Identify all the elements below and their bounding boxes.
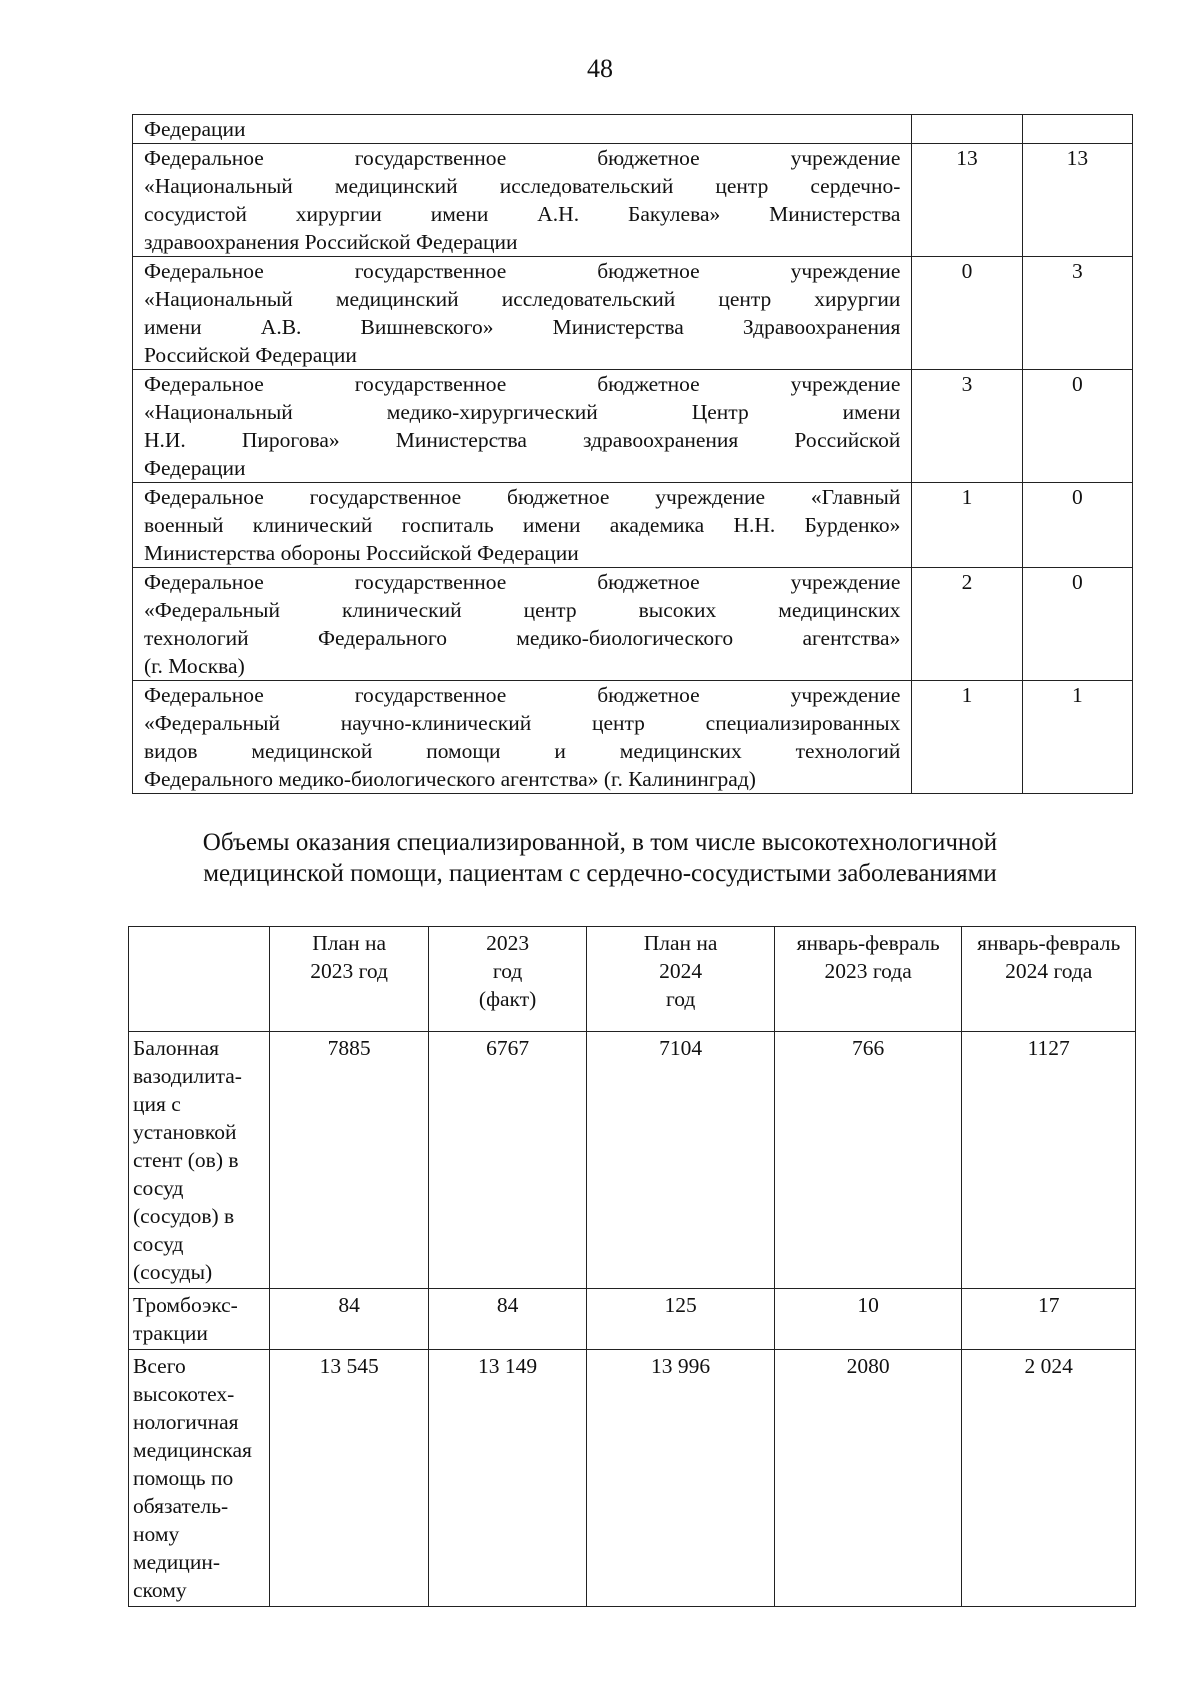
value-cell: 84: [428, 1289, 586, 1350]
institution-name-cell: [133, 483, 912, 568]
value-cell: 84: [270, 1289, 428, 1350]
row-label-line: Всего: [133, 1354, 186, 1378]
row-label-line: (сосуды): [133, 1260, 213, 1284]
institution-name-line: «Федеральный научно-клинический центр специализированных: [144, 711, 901, 735]
institution-name-line: Федеральное государственное бюджетное учреждение: [144, 683, 901, 707]
institution-name-line: Н.И. Пирогова» Министерства здравоохранения Российской: [144, 428, 901, 452]
table-row: [133, 144, 1133, 257]
count-cell-v2: 13: [1022, 144, 1132, 257]
value-cell: 7104: [587, 1032, 775, 1289]
header-line: (факт): [478, 987, 537, 1011]
institution-name-cell: [133, 681, 912, 794]
value-cell: 13 545: [270, 1350, 428, 1607]
header-line: 2023 года: [824, 959, 912, 983]
institution-name-line: Федерации: [144, 456, 246, 480]
row-label-line: помощь по: [133, 1466, 234, 1490]
institution-name-line: «Национальный медицинский исследовательский центр хирургии: [144, 287, 901, 311]
institution-name-line: военный клинический госпиталь имени академика Н.Н. Бурденко»: [144, 513, 901, 537]
table-caption: [130, 827, 1070, 889]
header-row: [129, 927, 1136, 1032]
institution-name-line: «Национальный медико-хирургический Центр имени: [144, 400, 901, 424]
institution-name-line: имени А.В. Вишневского» Министерства Здравоохранения: [144, 315, 901, 339]
row-label-line: установкой: [133, 1120, 237, 1144]
count-cell-v2: [1022, 115, 1132, 144]
header-jan-feb-2024: [962, 927, 1136, 1032]
row-label-line: медицинская: [133, 1438, 252, 1462]
value-cell: 13 149: [428, 1350, 586, 1607]
row-label-line: высокотех-: [133, 1382, 235, 1406]
caption-line: медицинской помощи, пациентам с сердечно-сосудистыми заболеваниями: [203, 860, 997, 887]
institution-name-line: здравоохранения Российской Федерации: [144, 230, 518, 254]
row-label-line: тракции: [133, 1321, 208, 1345]
institution-name-line: «Национальный медицинский исследовательский центр сердечно-: [144, 174, 901, 198]
cardio-volumes-table: [128, 926, 1136, 1607]
row-label-line: ному: [133, 1522, 180, 1546]
header-line: План на: [643, 931, 718, 955]
row-label-line: ция с: [133, 1092, 181, 1116]
row-label-line: стент (ов) в: [133, 1148, 239, 1172]
institution-name-cell: [133, 568, 912, 681]
header-line: январь-февраль: [796, 931, 940, 955]
value-cell: 2080: [774, 1350, 962, 1607]
header-fact-2023: [428, 927, 586, 1032]
value-cell: 125: [587, 1289, 775, 1350]
table-row: [129, 1350, 1136, 1607]
count-cell-v1: 13: [912, 144, 1022, 257]
value-cell: 10: [774, 1289, 962, 1350]
institution-name-cell: [133, 370, 912, 483]
institution-name-line: (г. Москва): [144, 654, 245, 678]
value-cell: 2 024: [962, 1350, 1136, 1607]
institution-name-line: Министерства обороны Российской Федерации: [144, 541, 579, 565]
institution-name-line: Федеральное государственное бюджетное учреждение: [144, 259, 901, 283]
row-label-line: нологичная: [133, 1410, 239, 1434]
institution-name-line: видов медицинской помощи и медицинских технологий: [144, 739, 901, 763]
count-cell-v2: 3: [1022, 257, 1132, 370]
row-label-line: Балонная: [133, 1036, 219, 1060]
count-cell-v2: 0: [1022, 370, 1132, 483]
header-plan-2023: [270, 927, 428, 1032]
value-cell: 7885: [270, 1032, 428, 1289]
row-label-cell: [129, 1350, 270, 1607]
row-label-line: Тромбоэкс-: [133, 1293, 238, 1317]
value-cell: 1127: [962, 1032, 1136, 1289]
header-line: 2023 год: [310, 959, 388, 983]
table-row: [129, 1289, 1136, 1350]
institution-name-cell: [133, 144, 912, 257]
count-cell-v1: 0: [912, 257, 1022, 370]
institution-name-line: Федерации: [144, 117, 246, 141]
institution-name-line: технологий Федерального медико-биологического агентства»: [144, 626, 901, 650]
count-cell-v1: 3: [912, 370, 1022, 483]
page-number: 48: [587, 54, 613, 83]
institution-name-line: Федеральное государственное бюджетное учреждение: [144, 372, 901, 396]
count-cell-v1: 1: [912, 483, 1022, 568]
institution-name-cell: [133, 257, 912, 370]
row-label-line: сосуд: [133, 1232, 184, 1256]
table-row: [133, 568, 1133, 681]
value-cell: 13 996: [587, 1350, 775, 1607]
row-label-line: обязатель-: [133, 1494, 229, 1518]
header-line: 2024: [659, 959, 703, 983]
count-cell-v1: 1: [912, 681, 1022, 794]
count-cell-v1: 2: [912, 568, 1022, 681]
institution-name-line: сосудистой хирургии имени А.Н. Бакулева» Министерства: [144, 202, 901, 226]
table-row: [133, 115, 1133, 144]
table-row: [133, 681, 1133, 794]
institution-name-line: Федеральное государственное бюджетное учреждение «Главный: [144, 485, 901, 509]
row-label-line: медицин-: [133, 1550, 220, 1574]
header-line: План на: [312, 931, 386, 955]
institution-name-line: Российской Федерации: [144, 343, 357, 367]
institutions-table: [132, 114, 1133, 794]
count-cell-v1: [912, 115, 1022, 144]
institution-name-line: Федеральное государственное бюджетное учреждение: [144, 570, 901, 594]
value-cell: 766: [774, 1032, 962, 1289]
table-row: [133, 257, 1133, 370]
value-cell: 17: [962, 1289, 1136, 1350]
institution-name-line: Федеральное государственное бюджетное учреждение: [144, 146, 901, 170]
row-label-line: (сосудов) в: [133, 1204, 235, 1228]
header-line: год: [665, 987, 696, 1011]
count-cell-v2: 0: [1022, 483, 1132, 568]
count-cell-v2: 0: [1022, 568, 1132, 681]
caption-line: Объемы оказания специализированной, в том числе высокотехнологичной: [202, 829, 998, 856]
header-line: год: [492, 959, 523, 983]
count-cell-v2: 1: [1022, 681, 1132, 794]
row-label-cell: [129, 1032, 270, 1289]
header-empty-cell: [129, 927, 270, 1032]
row-label-line: вазодилита-: [133, 1064, 242, 1088]
table-row: [133, 370, 1133, 483]
header-plan-2024: [587, 927, 775, 1032]
table-row: [133, 483, 1133, 568]
institution-name-line: Федерального медико-биологического агентства» (г. Калининград): [144, 767, 756, 791]
header-line: 2024 года: [1005, 959, 1093, 983]
institution-name-line: «Федеральный клинический центр высоких медицинских: [144, 598, 901, 622]
row-label-line: сосуд: [133, 1176, 184, 1200]
row-label-cell: [129, 1289, 270, 1350]
row-label-line: скому: [133, 1578, 187, 1602]
header-jan-feb-2023: [774, 927, 962, 1032]
header-line: 2023: [486, 931, 530, 955]
header-line: январь-февраль: [977, 931, 1121, 955]
value-cell: 6767: [428, 1032, 586, 1289]
institution-name-cell: [133, 115, 912, 144]
table-row: [129, 1032, 1136, 1289]
